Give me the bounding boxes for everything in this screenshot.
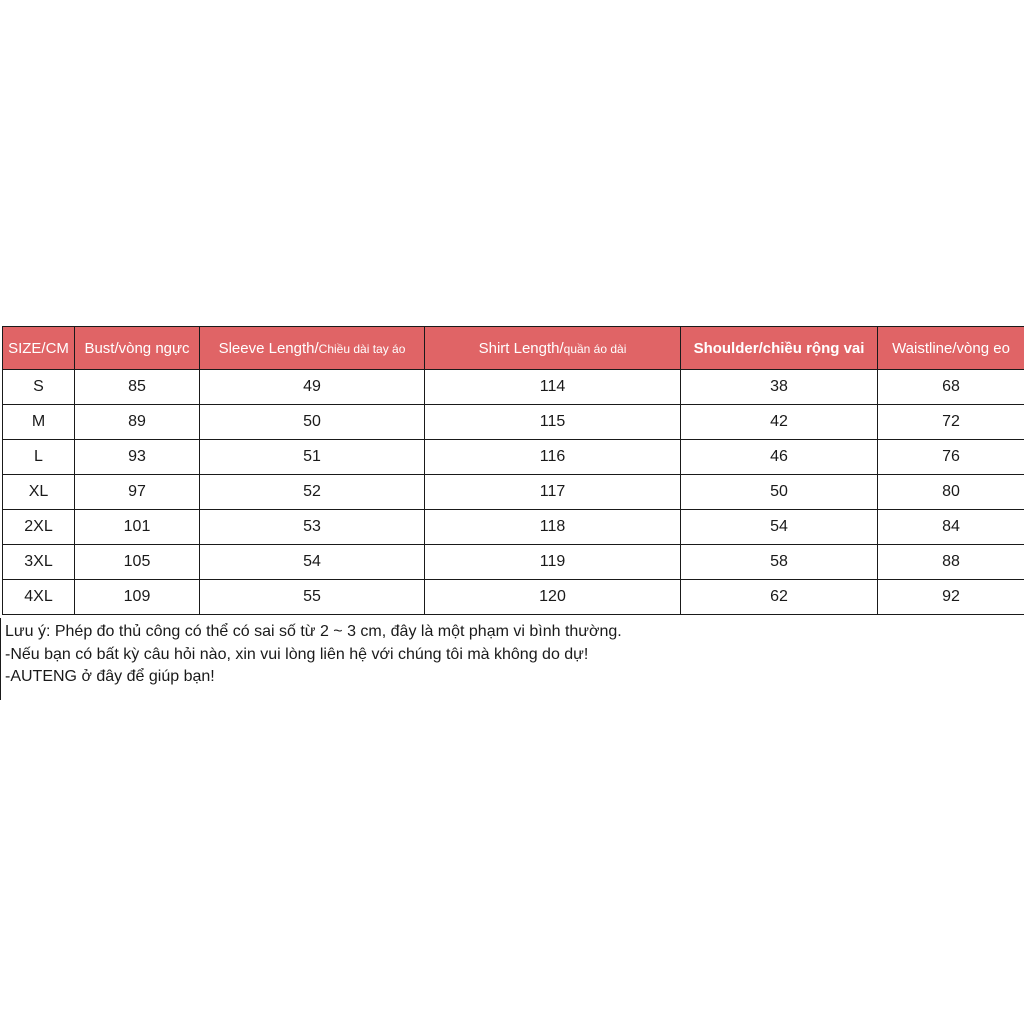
cell-bust: 85 (75, 370, 200, 405)
header-shirt-length: Shirt Length/quần áo dài (425, 327, 681, 370)
cell-bust: 101 (75, 510, 200, 545)
cell-shirt-length: 116 (425, 440, 681, 475)
cell-waistline: 84 (878, 510, 1024, 545)
cell-size: 3XL (3, 545, 75, 580)
cell-shoulder: 54 (681, 510, 878, 545)
cell-waistline: 80 (878, 475, 1024, 510)
table-row (3, 440, 1024, 475)
cell-shoulder: 58 (681, 545, 878, 580)
cell-sleeve-length: 49 (200, 370, 425, 405)
header-shoulder: Shoulder/chiều rộng vai (681, 327, 878, 370)
cell-waistline: 88 (878, 545, 1024, 580)
note-measurement-error: Lưu ý: Phép đo thủ công có thể có sai số từ 2 ~ 3 cm, đây là một phạm vi bình thường. (5, 623, 622, 640)
cell-sleeve-length: 55 (200, 580, 425, 615)
cell-size: L (3, 440, 75, 475)
note-brand-help: -AUTENG ở đây để giúp bạn! (5, 668, 215, 685)
cell-shirt-length: 117 (425, 475, 681, 510)
size-chart-table (2, 326, 1024, 615)
cell-size: 4XL (3, 580, 75, 615)
cell-shoulder: 38 (681, 370, 878, 405)
note-contact-us: -Nếu bạn có bất kỳ câu hỏi nào, xin vui lòng liên hệ với chúng tôi mà không do dự! (5, 645, 589, 663)
cell-shirt-length: 120 (425, 580, 681, 615)
header-bust: Bust/vòng ngực (75, 327, 200, 370)
cell-size: S (3, 370, 75, 405)
cell-shirt-length: 119 (425, 545, 681, 580)
cell-shirt-length: 115 (425, 405, 681, 440)
cell-sleeve-length: 51 (200, 440, 425, 475)
cell-waistline: 72 (878, 405, 1024, 440)
cell-sleeve-length: 52 (200, 475, 425, 510)
cell-bust: 93 (75, 440, 200, 475)
cell-waistline: 92 (878, 580, 1024, 615)
cell-shirt-length: 118 (425, 510, 681, 545)
cell-bust: 89 (75, 405, 200, 440)
cell-size: 2XL (3, 510, 75, 545)
table-row (3, 370, 1024, 405)
table-row (3, 405, 1024, 440)
cell-shoulder: 62 (681, 580, 878, 615)
cell-waistline: 68 (878, 370, 1024, 405)
cell-bust: 109 (75, 580, 200, 615)
header-waistline: Waistline/vòng eo (878, 327, 1024, 370)
table-row (3, 580, 1024, 615)
cell-bust: 97 (75, 475, 200, 510)
cell-size: M (3, 405, 75, 440)
cell-shoulder: 42 (681, 405, 878, 440)
notes-block (0, 618, 1022, 700)
table-row (3, 475, 1024, 510)
cell-bust: 105 (75, 545, 200, 580)
header-sleeve-length: Sleeve Length/Chiều dài tay áo (200, 327, 425, 370)
table-row (3, 545, 1024, 580)
cell-sleeve-length: 54 (200, 545, 425, 580)
cell-waistline: 76 (878, 440, 1024, 475)
cell-sleeve-length: 50 (200, 405, 425, 440)
cell-sleeve-length: 53 (200, 510, 425, 545)
cell-shoulder: 46 (681, 440, 878, 475)
table-header-row (3, 327, 1024, 370)
cell-shoulder: 50 (681, 475, 878, 510)
cell-size: XL (3, 475, 75, 510)
header-size: SIZE/CM (3, 327, 75, 370)
table-row (3, 510, 1024, 545)
cell-shirt-length: 114 (425, 370, 681, 405)
